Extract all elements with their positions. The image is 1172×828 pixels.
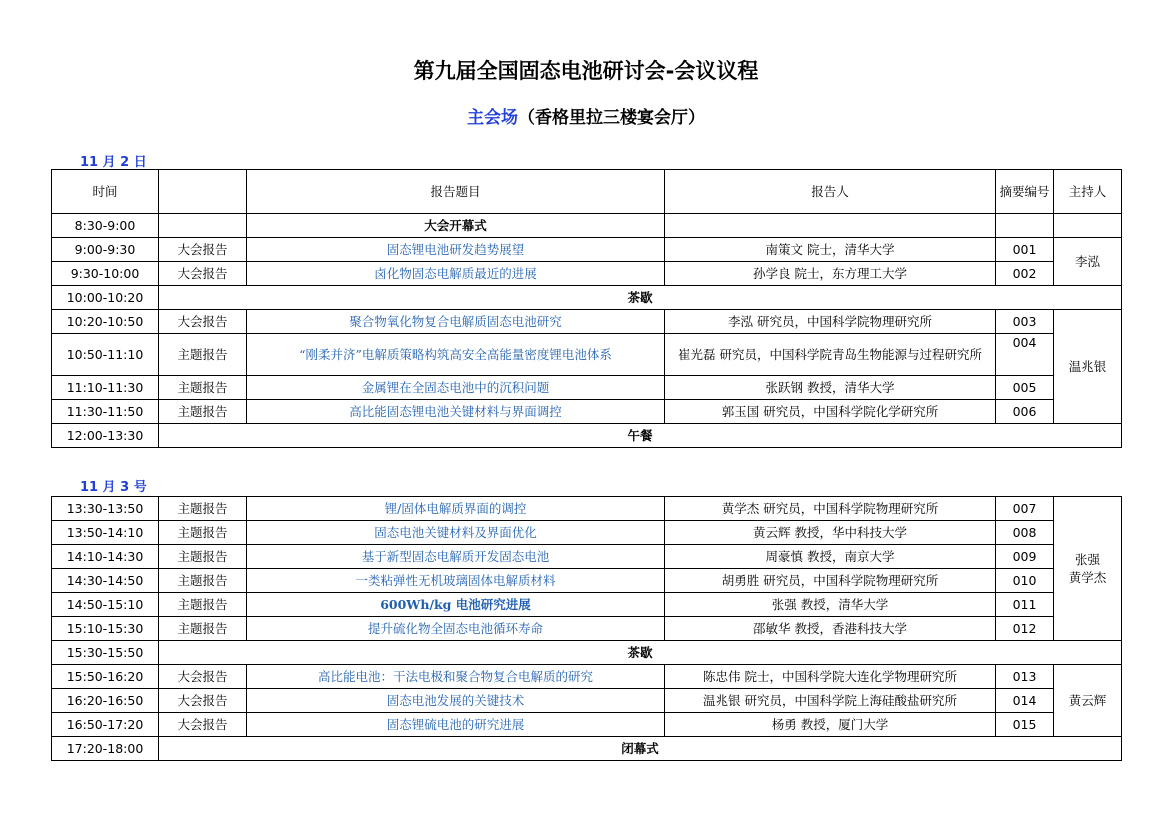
cell-type: 大会报告 bbox=[159, 713, 247, 737]
cell-type: 大会报告 bbox=[159, 310, 247, 334]
cell-time: 13:50-14:10 bbox=[52, 521, 159, 545]
cell-topic: 卤化物固态电解质最近的进展 bbox=[247, 262, 665, 286]
cell-type: 主题报告 bbox=[159, 593, 247, 617]
table-row bbox=[52, 334, 1122, 376]
cell-break: 茶歇 bbox=[159, 641, 1122, 665]
cell-abstract-no: 014 bbox=[996, 689, 1054, 713]
cell-abstract-no: 008 bbox=[996, 521, 1054, 545]
cell-abstract-no: 004 bbox=[996, 334, 1054, 376]
header-host: 主持人 bbox=[1054, 170, 1122, 214]
cell-speaker: 温兆银 研究员，中国科学院上海硅酸盐研究所 bbox=[665, 689, 996, 713]
cell-speaker: 周豪慎 教授，南京大学 bbox=[665, 545, 996, 569]
header-type bbox=[159, 170, 247, 214]
cell-topic: 大会开幕式 bbox=[247, 214, 665, 238]
cell-abstract-no: 006 bbox=[996, 400, 1054, 424]
cell-type: 大会报告 bbox=[159, 665, 247, 689]
cell-time: 10:00-10:20 bbox=[52, 286, 159, 310]
cell-abstract-no: 005 bbox=[996, 376, 1054, 400]
table-row bbox=[52, 593, 1122, 617]
venue-location: （香格里拉三楼宴会厅） bbox=[518, 108, 705, 128]
table-row bbox=[52, 569, 1122, 593]
table-row bbox=[52, 545, 1122, 569]
cell-host: 李泓 bbox=[1054, 238, 1122, 286]
table-row bbox=[52, 310, 1122, 334]
table-row bbox=[52, 617, 1122, 641]
table-row bbox=[52, 376, 1122, 400]
host-name: 张强 bbox=[1074, 551, 1100, 567]
cell-abstract-no: 011 bbox=[996, 593, 1054, 617]
cell-topic: 高比能固态锂电池关键材料与界面调控 bbox=[247, 400, 665, 424]
table-row-break bbox=[52, 641, 1122, 665]
cell-time: 10:50-11:10 bbox=[52, 334, 159, 376]
cell-type: 主题报告 bbox=[159, 617, 247, 641]
day2-label: 11 月 3 号 bbox=[80, 480, 147, 495]
cell-type: 大会报告 bbox=[159, 689, 247, 713]
agenda-table-day1 bbox=[51, 169, 1122, 448]
cell-type: 主题报告 bbox=[159, 569, 247, 593]
cell-abstract-no: 013 bbox=[996, 665, 1054, 689]
cell-time: 15:50-16:20 bbox=[52, 665, 159, 689]
cell-abstract-no: 009 bbox=[996, 545, 1054, 569]
cell-abstract-no: 003 bbox=[996, 310, 1054, 334]
cell-abstract-no: 012 bbox=[996, 617, 1054, 641]
cell-time: 8:30-9:00 bbox=[52, 214, 159, 238]
cell-host bbox=[1054, 497, 1122, 641]
cell-time: 10:20-10:50 bbox=[52, 310, 159, 334]
cell-speaker: 李泓 研究员，中国科学院物理研究所 bbox=[665, 310, 996, 334]
cell-type: 主题报告 bbox=[159, 376, 247, 400]
agenda-table-day2 bbox=[51, 496, 1122, 761]
cell-topic: 固态锂硫电池的研究进展 bbox=[247, 713, 665, 737]
cell-type: 主题报告 bbox=[159, 521, 247, 545]
cell-topic: 固态锂电池研发趋势展望 bbox=[247, 238, 665, 262]
cell-speaker: 崔光磊 研究员，中国科学院青岛生物能源与过程研究所 bbox=[665, 334, 996, 376]
cell-speaker: 孙学良 院士，东方理工大学 bbox=[665, 262, 996, 286]
cell-topic: 提升硫化物全固态电池循环寿命 bbox=[247, 617, 665, 641]
cell-time: 14:10-14:30 bbox=[52, 545, 159, 569]
table-row bbox=[52, 238, 1122, 262]
cell-speaker: 张强 教授，清华大学 bbox=[665, 593, 996, 617]
cell-type bbox=[159, 214, 247, 238]
header-speaker: 报告人 bbox=[665, 170, 996, 214]
cell-topic: 锂/固体电解质界面的调控 bbox=[247, 497, 665, 521]
cell-host: 温兆银 bbox=[1054, 310, 1122, 424]
cell-time: 14:50-15:10 bbox=[52, 593, 159, 617]
cell-time: 9:30-10:00 bbox=[52, 262, 159, 286]
header-time: 时间 bbox=[52, 170, 159, 214]
cell-type: 主题报告 bbox=[159, 497, 247, 521]
table-row bbox=[52, 713, 1122, 737]
cell-time: 13:30-13:50 bbox=[52, 497, 159, 521]
cell-speaker: 郭玉国 研究员，中国科学院化学研究所 bbox=[665, 400, 996, 424]
table-row bbox=[52, 497, 1122, 521]
cell-topic: “刚柔并济”电解质策略构筑高安全高能量密度锂电池体系 bbox=[247, 334, 665, 376]
cell-time: 15:30-15:50 bbox=[52, 641, 159, 665]
cell-abstract-no: 010 bbox=[996, 569, 1054, 593]
cell-topic: 一类粘弹性无机玻璃固体电解质材料 bbox=[247, 569, 665, 593]
cell-time: 16:50-17:20 bbox=[52, 713, 159, 737]
cell-break: 午餐 bbox=[159, 424, 1122, 448]
cell-topic: 基于新型固态电解质开发固态电池 bbox=[247, 545, 665, 569]
cell-speaker bbox=[665, 214, 996, 238]
day1-label: 11 月 2 日 bbox=[80, 155, 147, 170]
cell-topic: 高比能电池：干法电极和聚合物复合电解质的研究 bbox=[247, 665, 665, 689]
cell-speaker: 邵敏华 教授，香港科技大学 bbox=[665, 617, 996, 641]
cell-type: 大会报告 bbox=[159, 238, 247, 262]
cell-time: 16:20-16:50 bbox=[52, 689, 159, 713]
table-row-break bbox=[52, 424, 1122, 448]
table-row-break bbox=[52, 286, 1122, 310]
cell-break: 茶歇 bbox=[159, 286, 1122, 310]
cell-abstract-no: 002 bbox=[996, 262, 1054, 286]
cell-topic: 600Wh/kg 电池研究进展 bbox=[247, 593, 665, 617]
cell-abstract-no: 001 bbox=[996, 238, 1054, 262]
cell-type: 主题报告 bbox=[159, 400, 247, 424]
cell-break: 闭幕式 bbox=[159, 737, 1122, 761]
cell-abstract-no bbox=[996, 214, 1054, 238]
venue-subtitle bbox=[0, 103, 1172, 128]
table-row bbox=[52, 689, 1122, 713]
cell-speaker: 张跃钢 教授，清华大学 bbox=[665, 376, 996, 400]
cell-speaker: 黄学杰 研究员，中国科学院物理研究所 bbox=[665, 497, 996, 521]
cell-time: 14:30-14:50 bbox=[52, 569, 159, 593]
cell-topic: 固态电池关键材料及界面优化 bbox=[247, 521, 665, 545]
cell-host: 黄云辉 bbox=[1054, 665, 1122, 737]
cell-speaker: 杨勇 教授，厦门大学 bbox=[665, 713, 996, 737]
cell-abstract-no: 007 bbox=[996, 497, 1054, 521]
cell-time: 11:30-11:50 bbox=[52, 400, 159, 424]
cell-time: 15:10-15:30 bbox=[52, 617, 159, 641]
header-topic: 报告题目 bbox=[247, 170, 665, 214]
cell-abstract-no: 015 bbox=[996, 713, 1054, 737]
table-header bbox=[52, 170, 1122, 214]
header-abstract-no: 摘要编号 bbox=[996, 170, 1054, 214]
table-row-break bbox=[52, 737, 1122, 761]
cell-speaker: 胡勇胜 研究员，中国科学院物理研究所 bbox=[665, 569, 996, 593]
table-row bbox=[52, 665, 1122, 689]
cell-topic: 固态电池发展的关键技术 bbox=[247, 689, 665, 713]
main-venue-label: 主会场 bbox=[467, 108, 518, 128]
cell-topic: 聚合物氧化物复合电解质固态电池研究 bbox=[247, 310, 665, 334]
cell-time: 17:20-18:00 bbox=[52, 737, 159, 761]
cell-speaker: 陈忠伟 院士，中国科学院大连化学物理研究所 bbox=[665, 665, 996, 689]
table-row bbox=[52, 214, 1122, 238]
cell-type: 大会报告 bbox=[159, 262, 247, 286]
cell-time: 12:00-13:30 bbox=[52, 424, 159, 448]
cell-type: 主题报告 bbox=[159, 334, 247, 376]
table-row bbox=[52, 262, 1122, 286]
table-row bbox=[52, 521, 1122, 545]
cell-host-empty bbox=[1054, 214, 1122, 238]
cell-speaker: 南策文 院士，清华大学 bbox=[665, 238, 996, 262]
cell-type: 主题报告 bbox=[159, 545, 247, 569]
cell-time: 11:10-11:30 bbox=[52, 376, 159, 400]
page-title: 第九届全国固态电池研讨会-会议议程 bbox=[413, 59, 759, 83]
cell-topic: 金属锂在全固态电池中的沉积问题 bbox=[247, 376, 665, 400]
table-row bbox=[52, 400, 1122, 424]
host-name: 黄学杰 bbox=[1068, 569, 1107, 585]
cell-speaker: 黄云辉 教授，华中科技大学 bbox=[665, 521, 996, 545]
cell-time: 9:00-9:30 bbox=[52, 238, 159, 262]
